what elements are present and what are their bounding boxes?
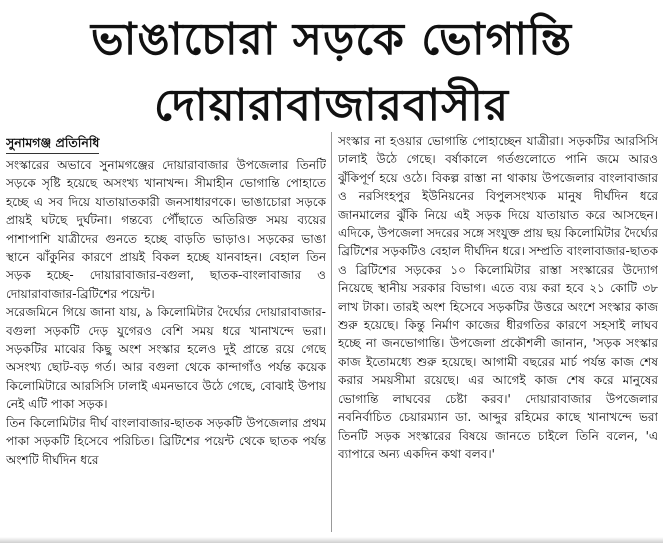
byline: সুনামগঞ্জ প্রতিনিধি [6,134,99,154]
headline-line-2: দোয়ারাবাজারবাসীর [153,80,510,131]
paragraph: তিন কিলোমিটার দীর্ঘ বাংলাবাজার-ছাতক সড়কটি উপজেলার প্রথম পাকা সড়কটি হিসেবে পরিচিত। ব্রিটিশের পয়েন্ট থেকে ছাতক পর্যন্ত অংশটি দীর্ঘদিন ধরে [6,415,326,467]
article-column-left [6,132,326,538]
article-body [6,132,658,538]
article-column-right [338,132,658,538]
page-edge [0,537,663,543]
paragraph: সরেজমিনে গিয়ে জানা যায়, ৯ কিলোমিটার দৈর্ঘ্যের দোয়ারাবাজার-বগুলা সড়কটি দেড় যুগেরও বেশি সময় ধরে খানাখন্দে ভরা। সড়কটির মাঝের কিছু অংশ সংস্কার হলেও দুই প্রান্তে রয়ে গেছে অসংখ্য ছোট-বড় গর্ত। আর বগুলা থেকে কান্দাগাঁও পর্যন্ত কয়েক কিলোমিটারে আরসিসি ঢালাই এমনভাবে উঠে গেছে, বোঝাই উপায় নেই এটি পাকা সড়ক। [6,305,326,412]
headline-line-1: ভাঙাচোরা সড়কে ভোগান্তি [90,14,573,65]
column-divider [331,132,332,532]
paragraph: সংস্কারের অভাবে সুনামগঞ্জের দোয়ারাবাজার উপজেলার তিনটি সড়কে সৃষ্টি হয়েছে অসংখ্য খানাখন্দ। সীমাহীন ভোগান্তি পোহাতে হচ্ছে এ সব দিয়ে যাতায়াতকারী জনসাধারণকে। ভাঙাচোরা সড়কে প্রায়ই ঘটছে দুর্ঘটনা। গন্তব্যে পৌঁছাতে অতিরিক্ত সময় ব্যয়ের পাশাপাশি যাত্রীদের গুনতে হচ্ছে বাড়তি ভাড়াও। সড়কের ভাঙা স্থানে ঝাঁকুনির কারণে প্রায়ই বিকল হচ্ছে যানবাহন। বেহাল তিন সড়ক হচ্ছে- দোয়ারাবাজার-বগুলা, ছাতক-বাংলাবাজার ও দোয়ারাবাজার-ব্রিটিশের পয়েন্ট। [6,158,326,301]
paragraph: সংস্কার না হওয়ার ভোগান্তি পোহাচ্ছেন যাত্রীরা। সড়কটির আরসিসি ঢালাই উঠে গেছে। বর্ষাকালে গর্তগুলোতে পানি জমে আরও ঝুঁকিপূর্ণ হয়ে ওঠে। বিকল্প রাস্তা না থাকায় উপজেলার বাংলাবাজার ও নরসিংহপুর ইউনিয়নের বিপুলসংখ্যক মানুষ দীর্ঘদিন ধরে জানমালের ঝুঁকি নিয়ে এই সড়ক দিয়ে যাতায়াত করে আসছেন। এদিকে, উপজেলা সদরের সঙ্গে সংযুক্ত প্রায় ছয় কিলোমিটার দৈর্ঘ্যের ব্রিটিশের সড়কটিও বেহাল দীর্ঘদিন ধরে। সম্প্রতি বাংলাবাজার-ছাতক ও ব্রিটিশের সড়কের ১০ কিলোমিটার রাস্তা সংস্কারের উদ্যোগ নিয়েছে স্থানীয় সরকার বিভাগ। এতে ব্যয় করা হবে ২১ কোটি ৩৮ লাখ টাকা। তারই অংশ হিসেবে সড়কটির উত্তরে অংশে সংস্কার কাজ শুরু হয়েছে। কিন্তু নির্মাণ কাজের ধীরগতির কারণে সহসাই লাঘব হচ্ছে না জনভোগান্তি। উপজেলা প্রকৌশলী জানান, 'সড়ক সংস্কার কাজ ইতোমধ্যে শুরু হয়েছে। আগামী বছরের মার্চ পর্যন্ত কাজ শেষ করার সময়সীমা রয়েছে। এর আগেই কাজ শেষ করে মানুষের ভোগান্তি লাঘবের চেষ্টা করব।' দোয়ারাবাজার উপজেলার নবনির্বাচিত চেয়ারম্যান ডা. আব্দুর রহিমের কাছে খানাখন্দে ভরা তিনটি সড়ক সংস্কারের বিষয়ে জানতে চাইলে তিনি বলেন, 'এ ব্যাপারে অন্য একদিন কথা বলব।' [338,134,658,461]
